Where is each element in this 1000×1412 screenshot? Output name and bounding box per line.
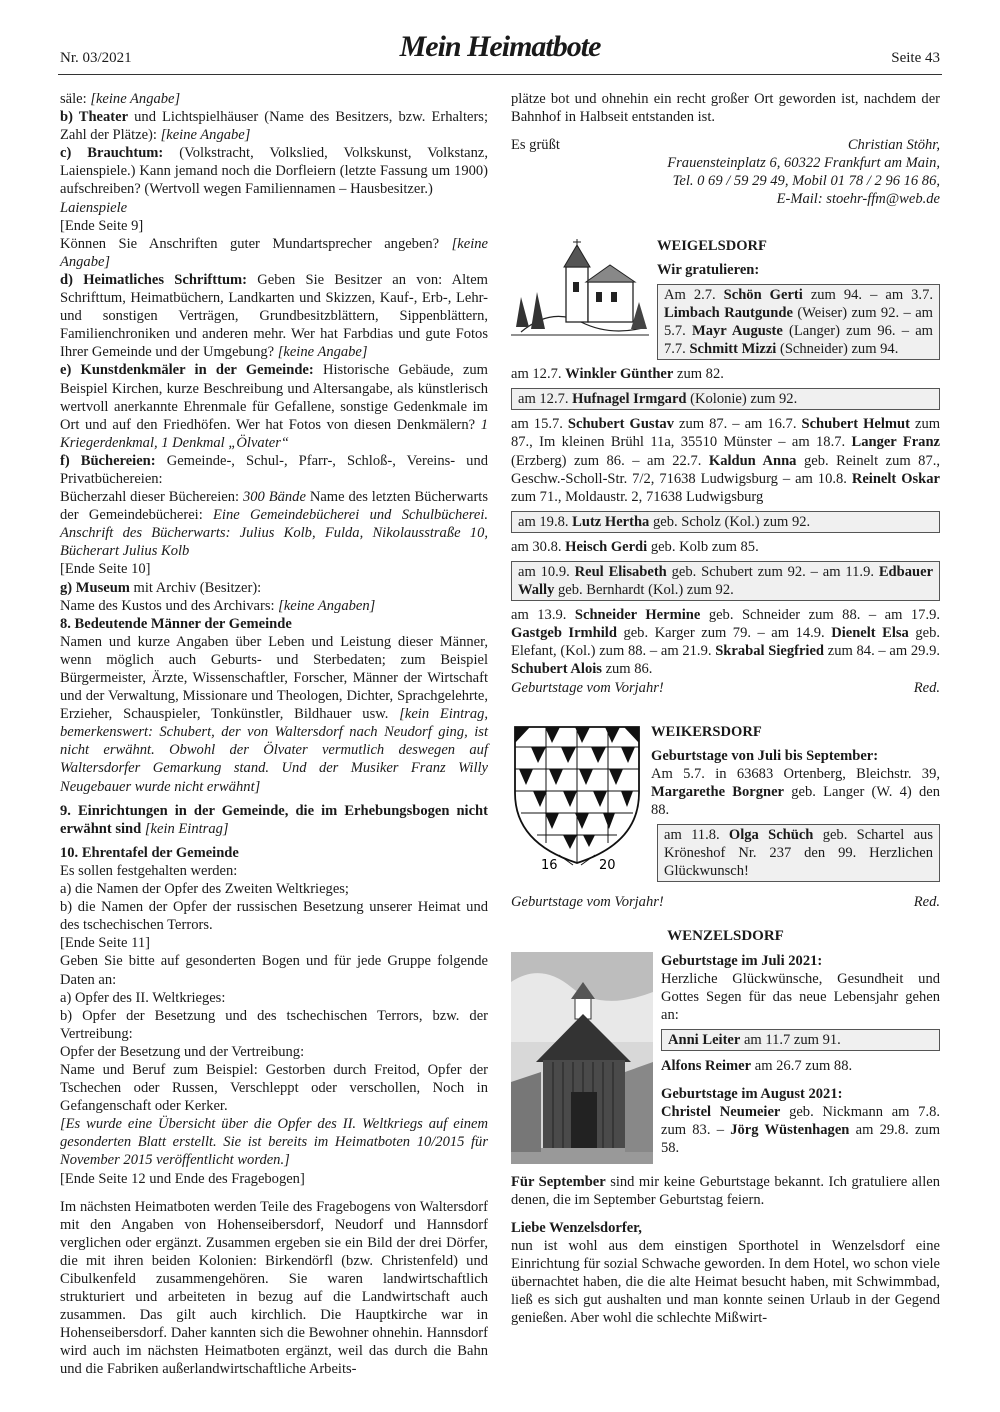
- paragraph: c) Brauchtum: (Volkstracht, Volkslied, Volkskunst, Volkstanz, Laienspiele.) Kann jemand noch die Dorfleiern (letzte Fassung um 1900) aufschreiben? (Wertvoll wegen Familiennamen – Hausbesitzer.) Laienspiele: [60, 145, 488, 216]
- birthday-box: am 11.8. Olga Schüch geb. Schartel aus Kröneshof Nr. 237 den 99. Herzlichen Glückwunsch!: [657, 824, 940, 882]
- birthday-box: am 19.8. Lutz Hertha geb. Scholz (Kol.) zum 92.: [511, 511, 940, 533]
- paragraph: [Es wurde eine Übersicht über die Opfer des II. Weltkriegs auf einem gesonderten Blatt erstellt. Sie ist bereits im Heimatboten 10/2015 für November 2015 veröffentlicht worden.]: [60, 1116, 488, 1169]
- paragraph: e) Kunstdenkmäler in der Gemeinde: Historische Gebäude, zum Beispiel Kirchen, kurze Beschreibung und Altersangabe, als künstlerisch wertvoll anerkannte Ehrenmale für Gefallene, sonstige Gedenkmale im Ort und auf den Friedhöfen. Wer hat Fotos von diesen Denkmälern? 1 Kriegerdenkmal, 1 Denkmal „Ölvater“: [60, 362, 489, 451]
- section-footer: Geburtstage vom Vorjahr! Red.: [511, 679, 940, 696]
- section-heading: WEIGELSDORF: [657, 237, 767, 254]
- signature-block: [511, 136, 940, 154]
- paragraph: Geben Sie bitte auf gesonderten Bogen und für jede Gruppe folgende Daten an:: [60, 953, 488, 988]
- section-heading: WEIKERSDORF: [651, 723, 762, 740]
- paragraph: a) Opfer des II. Weltkrieges:: [60, 989, 226, 1006]
- paragraph: Für September sind mir keine Geburtstage bekannt. Ich gratuliere allen denen, die im September Geburtstag feiern.: [511, 1173, 940, 1208]
- paragraph: g) Museum mit Archiv (Besitzer):: [60, 579, 262, 596]
- signature-email: E-Mail: stoehr-ffm@web.de: [776, 191, 940, 208]
- header-rule: [58, 74, 942, 75]
- paragraph: Namen und kurze Angaben über Leben und Leistung dieser Männer, wenn möglich auch Geburts- und Sterbedaten; zum Beispiel Bürgermeister, Ärzte, Wissenschaftler, Forscher, Männer der Wirtschaft und der Verwaltung, Missionare und Theologen, Dichter, Sprachgelehrte, Erzieher, Schauspieler, Tonkünstler, Bildhauer usw. [kein Eintrag, bemerkenswert: Schubert, der von Waltersdorf nach Neudorf ging, ist nicht erwähnt. Obwohl der Ölvater vermutlich deswegen auf Waltersdorfer Gemarkung stand. Und der Musiker Franz Willy Neugebauer wurde nicht erwähnt]: [60, 633, 489, 795]
- wenzelsdorf-section: [511, 927, 940, 1327]
- paragraph: a) die Namen der Opfer des Zweiten Weltkrieges;: [60, 881, 349, 898]
- paragraph: Können Sie Anschriften guter Mundartsprecher angeben? [keine Angabe]: [60, 235, 488, 270]
- masthead-logo: Mein Heimatbote: [399, 30, 601, 63]
- section-heading: 8. Bedeutende Männer der Gemeinde: [60, 615, 292, 632]
- paragraph: Name und Beruf zum Beispiel: Gestorben durch Freitod, Opfer der Tschechen oder Russen, Verschleppt oder verschollen, Noch in Gefangenschaft oder Kerker.: [60, 1061, 488, 1115]
- paragraph: säle: [keine Angabe]: [60, 91, 181, 107]
- birthday-box: Am 2.7. Schön Gerti zum 94. – am 3.7. Limbach Rautgunde (Weiser) zum 92. – am 5.7. Mayr Auguste (Langer) zum 96. – am 7.7. Schmitt Mizzi (Schneider) zum 94.: [657, 284, 940, 360]
- greeting: Es grüßt: [511, 137, 560, 154]
- signature-address: Frauensteinplatz 6, 60322 Frankfurt am Main,: [667, 155, 940, 172]
- birthday-paragraph: am 13.9. Schneider Hermine geb. Schneider zum 88. – am 17.9. Gastgeb Irmhild geb. Karger zum 79. – am 14.9. Dienelt Elsa geb. Elefant, (Kol.) zum 88. – am 21.9. Skrabal Siegfried zum 84. – am 29.9. Schubert Alois zum 86.: [511, 607, 941, 678]
- birthday-box: Anni Leiter am 11.7 zum 91.: [661, 1029, 940, 1051]
- birthday-paragraph: am 15.7. Schubert Gustav zum 87. – am 16.7. Schubert Helmut zum 87., Im kleinen Brühl 11a, 35510 Münster – am 18.7. Langer Franz (Erzberg) zum 86. – am 22.7. Kaldun Anna geb. Reinelt zum 87., Geschw.-Scholl-Str. 7/2, 71638 Ludwigsburg – am 10.8. Reinelt Oskar zum 71., Moldaustr. 2, 71638 Ludwigsburg: [511, 416, 941, 505]
- shield-year-left: 16: [541, 857, 558, 871]
- section-heading: WENZELSDORF: [667, 928, 784, 945]
- paragraph: nun ist wohl aus dem einstigen Sporthotel in Wenzelsdorf eine Einrichtung für sozial Schwache geworden. In dem Hotel, wo schon viele übernachtet haben, die die alte Heimat besucht haben, mit Schwimmbad, ließ es sich gut aushalten und man konnte seinen Urlaub in der Gegend genießen. Aber wohl die schlechte Mißwirt-: [511, 1237, 941, 1327]
- chapel-photo-image: [511, 952, 653, 1169]
- church-sketch-image: [511, 237, 649, 342]
- section-subheading: Wir gratulieren:: [657, 261, 760, 278]
- paragraph: Bücherzahl dieser Büchereien: 300 Bände Name des letzten Bücherwarts der Gemeindebücherei: Eine Gemeindebücherei und Schulbücherei. Anschrift des Bücherwarts: Julius Kolb, Fulda, Nikolausstraße 10, Bücherart Julius Kolb: [60, 489, 488, 560]
- left-column: [60, 90, 488, 1379]
- birthday-box: am 10.9. Reul Elisabeth geb. Schubert zum 92. – am 11.9. Edbauer Wally geb. Bernhardt (Kol.) zum 92.: [511, 561, 940, 601]
- paragraph: Opfer der Besetzung und der Vertreibung:: [60, 1043, 305, 1060]
- coat-of-arms-image: [511, 723, 643, 876]
- shield-year-right: 20: [599, 857, 616, 871]
- page-number: Seite 43: [891, 50, 940, 66]
- birthday-box: am 12.7. Hufnagel Irmgard (Kolonie) zum 92.: [511, 388, 940, 410]
- page-end-note: [Ende Seite 12 und Ende des Fragebogen]: [60, 1170, 305, 1187]
- paragraph: b) Theater und Lichtspielhäuser (Name des Besitzers, bzw. Erhalters; Zahl der Plätze): [keine Angabe]: [60, 109, 489, 144]
- birthday-paragraph: Am 5.7. in 63683 Ortenberg, Bleichstr. 39, Margarethe Borgner geb. Langer (W. 4) den 88.: [651, 765, 940, 818]
- birthday-line: Alfons Reimer am 26.7 zum 88.: [661, 1058, 853, 1075]
- paragraph: Im nächsten Heimatboten werden Teile des Fragebogens von Waltersdorf mit den Angaben von Hohenseibersdorf, Neudorf und Hannsdorf verglichen oder ergänzt. Zusammen ergeben sie ein Bild der drei Dörfer, die mit ihren beiden Kolonien: Birkendörfl (bzw. Christenfeld) und Cibulkenfeld zusammengehören. Sie waren landwirtschaftlich strukturiert und arbeiteten in bezug auf die Landwirtschaft auch zusammen. Das gilt auch kirchlich. Die Hauptkirche war in Hohenseibersdorf. Daher kannten sich die Bewohner ohnehin. Hannsdorf wird auch im nächsten Heimatboten ergänzt, weil das durch die Bahn und die Fabriken außerlandwirtschaftliche Arbeits-: [60, 1198, 488, 1378]
- section-heading: 10. Ehrentafel der Gemeinde: [60, 844, 239, 861]
- section-subheading: Geburtstage im August 2021:: [661, 1086, 843, 1103]
- weikersdorf-section: [511, 723, 940, 912]
- page-end-note: [Ende Seite 9]: [60, 217, 144, 234]
- paragraph: plätze bot und ohnehin ein recht großer Ort geworden ist, nachdem der Bahnhof in Halbseit entstanden ist.: [511, 91, 940, 126]
- birthday-paragraph: Christel Neumeier geb. Nickmann am 7.8. zum 83. – Jörg Wüstenhagen am 29.8. zum 58.: [661, 1104, 941, 1157]
- weigelsdorf-section: [511, 237, 940, 697]
- signature-phone: Tel. 0 69 / 59 29 49, Mobil 01 78 / 2 96 16 86,: [672, 173, 940, 190]
- section-footer: Geburtstage vom Vorjahr! Red.: [511, 894, 940, 911]
- section-subheading: Geburtstage im Juli 2021:: [661, 952, 823, 969]
- section-heading: 9. Einrichtungen in der Gemeinde, die im Erhebungsbogen nicht erwähnt sind [kein Eintrag]: [60, 802, 488, 837]
- letter-salutation: Liebe Wenzelsdorfer,: [511, 1219, 642, 1236]
- paragraph: d) Heimatliches Schrifttum: Geben Sie Besitzer an von: Altem Schrifttum, Heimatbüchern, Landkarten und Skizzen, Kauf-, Erb-, Lehr- und sonstigen Verträgen, Grundbesitzblättern, Sippenblättern, Familienchroniken und anderen mehr. Wer hat Farbdias und gute Fotos Ihrer Gemeinde und der Umgebung? [keine Angabe]: [60, 271, 488, 361]
- birthday-line: am 30.8. Heisch Gerdi geb. Kolb zum 85.: [511, 538, 759, 555]
- page-end-note: [Ende Seite 10]: [60, 561, 151, 578]
- paragraph: Es sollen festgehalten werden:: [60, 862, 238, 879]
- paragraph: b) Opfer der Besetzung und des tschechischen Terrors, bzw. der Vertreibung:: [60, 1007, 488, 1042]
- signature-name: Christian Stöhr,: [847, 137, 940, 154]
- right-column: [511, 90, 940, 1327]
- paragraph: f) Büchereien: Gemeinde-, Schul-, Pfarr-, Schloß-, Vereins- und Privatbüchereien:: [60, 452, 488, 487]
- paragraph: Name des Kustos und des Archivars: [keine Angaben]: [60, 597, 376, 614]
- paragraph: Herzliche Glückwünsche, Gesundheit und Gottes Segen für das neue Lebensjahr gehen an:: [661, 970, 940, 1023]
- section-subheading: Geburtstage von Juli bis September:: [651, 747, 879, 764]
- issue-number: Nr. 03/2021: [60, 50, 132, 66]
- birthday-line: am 12.7. Winkler Günther zum 82.: [511, 366, 724, 383]
- paragraph: b) die Namen der Opfer der russischen Besetzung unserer Heimat und des tschechischen Terrors.: [60, 899, 488, 934]
- page-end-note: [Ende Seite 11]: [60, 935, 150, 952]
